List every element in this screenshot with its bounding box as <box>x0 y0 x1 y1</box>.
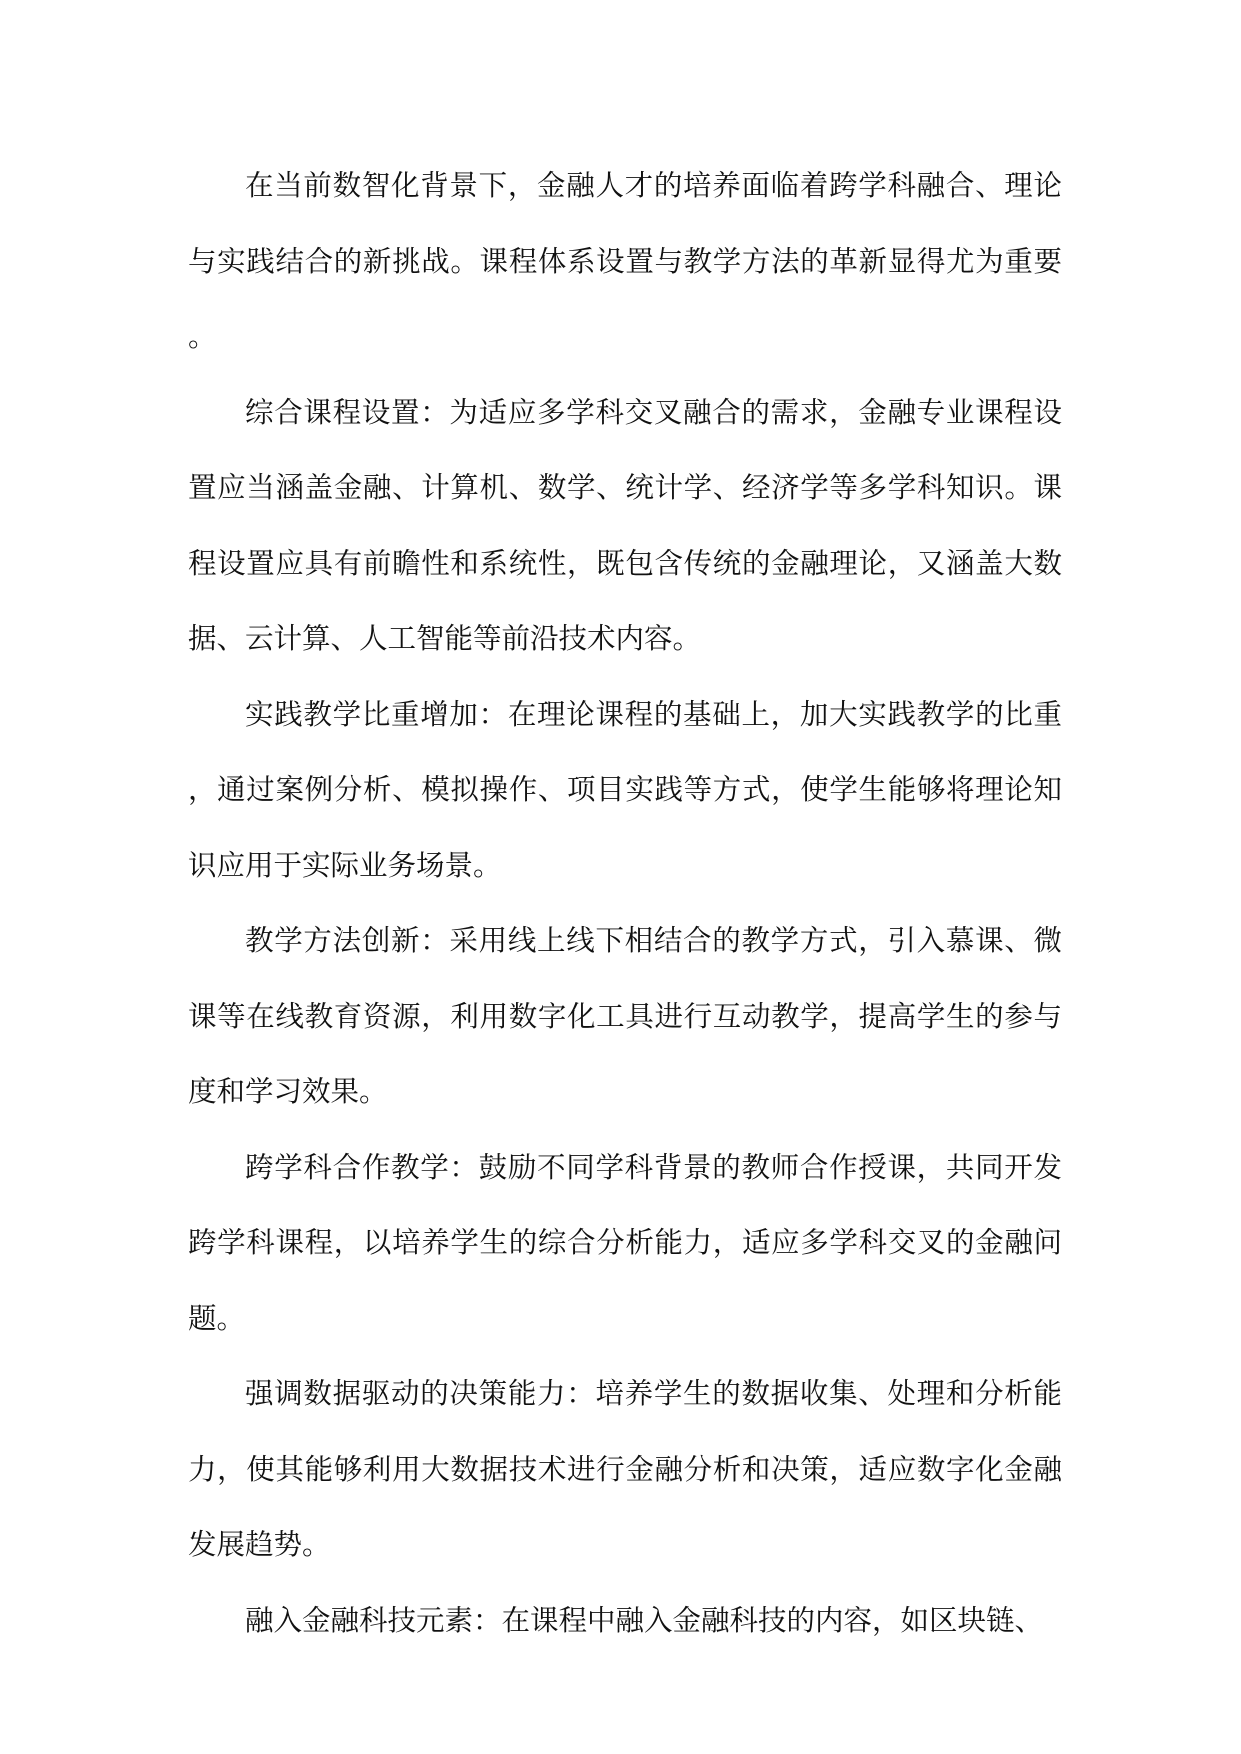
paragraph-teaching-innovation: 教学方法创新：采用线上线下相结合的教学方式，引入慕课、微课等在线教育资源，利用数字化工具进行互动教学，提高学生的参与度和学习效果。 <box>188 924 1062 1108</box>
paragraph-data-driven-decisions: 强调数据驱动的决策能力：培养学生的数据收集、处理和分析能力，使其能够利用大数据技术进行金融分析和决策，适应数字化金融发展趋势。 <box>188 1377 1062 1561</box>
paragraph-intro: 在当前数智化背景下，金融人才的培养面临着跨学科融合、理论与实践结合的新挑战。课程体系设置与教学方法的革新显得尤为重要。 <box>188 169 1062 353</box>
paragraph-practical-teaching: 实践教学比重增加：在理论课程的基础上，加大实践教学的比重，通过案例分析、模拟操作、项目实践等方式，使学生能够将理论知识应用于实际业务场景。 <box>188 697 1062 882</box>
paragraph-interdisciplinary-teaching: 跨学科合作教学：鼓励不同学科背景的教师合作授课，共同开发跨学科课程，以培养学生的综合分析能力，适应多学科交叉的金融问题。 <box>188 1150 1062 1335</box>
document-body <box>188 148 1062 1658</box>
paragraph-comprehensive-curriculum: 综合课程设置：为适应多学科交叉融合的需求，金融专业课程设置应当涵盖金融、计算机、数学、统计学、经济学等多学科知识。课程设置应具有前瞻性和系统性，既包含传统的金融理论，又涵盖大数据、云计算、人工智能等前沿技术内容。 <box>188 395 1062 655</box>
paragraph-fintech-elements: 融入金融科技元素：在课程中融入金融科技的内容，如区块链、 <box>245 1603 1044 1637</box>
